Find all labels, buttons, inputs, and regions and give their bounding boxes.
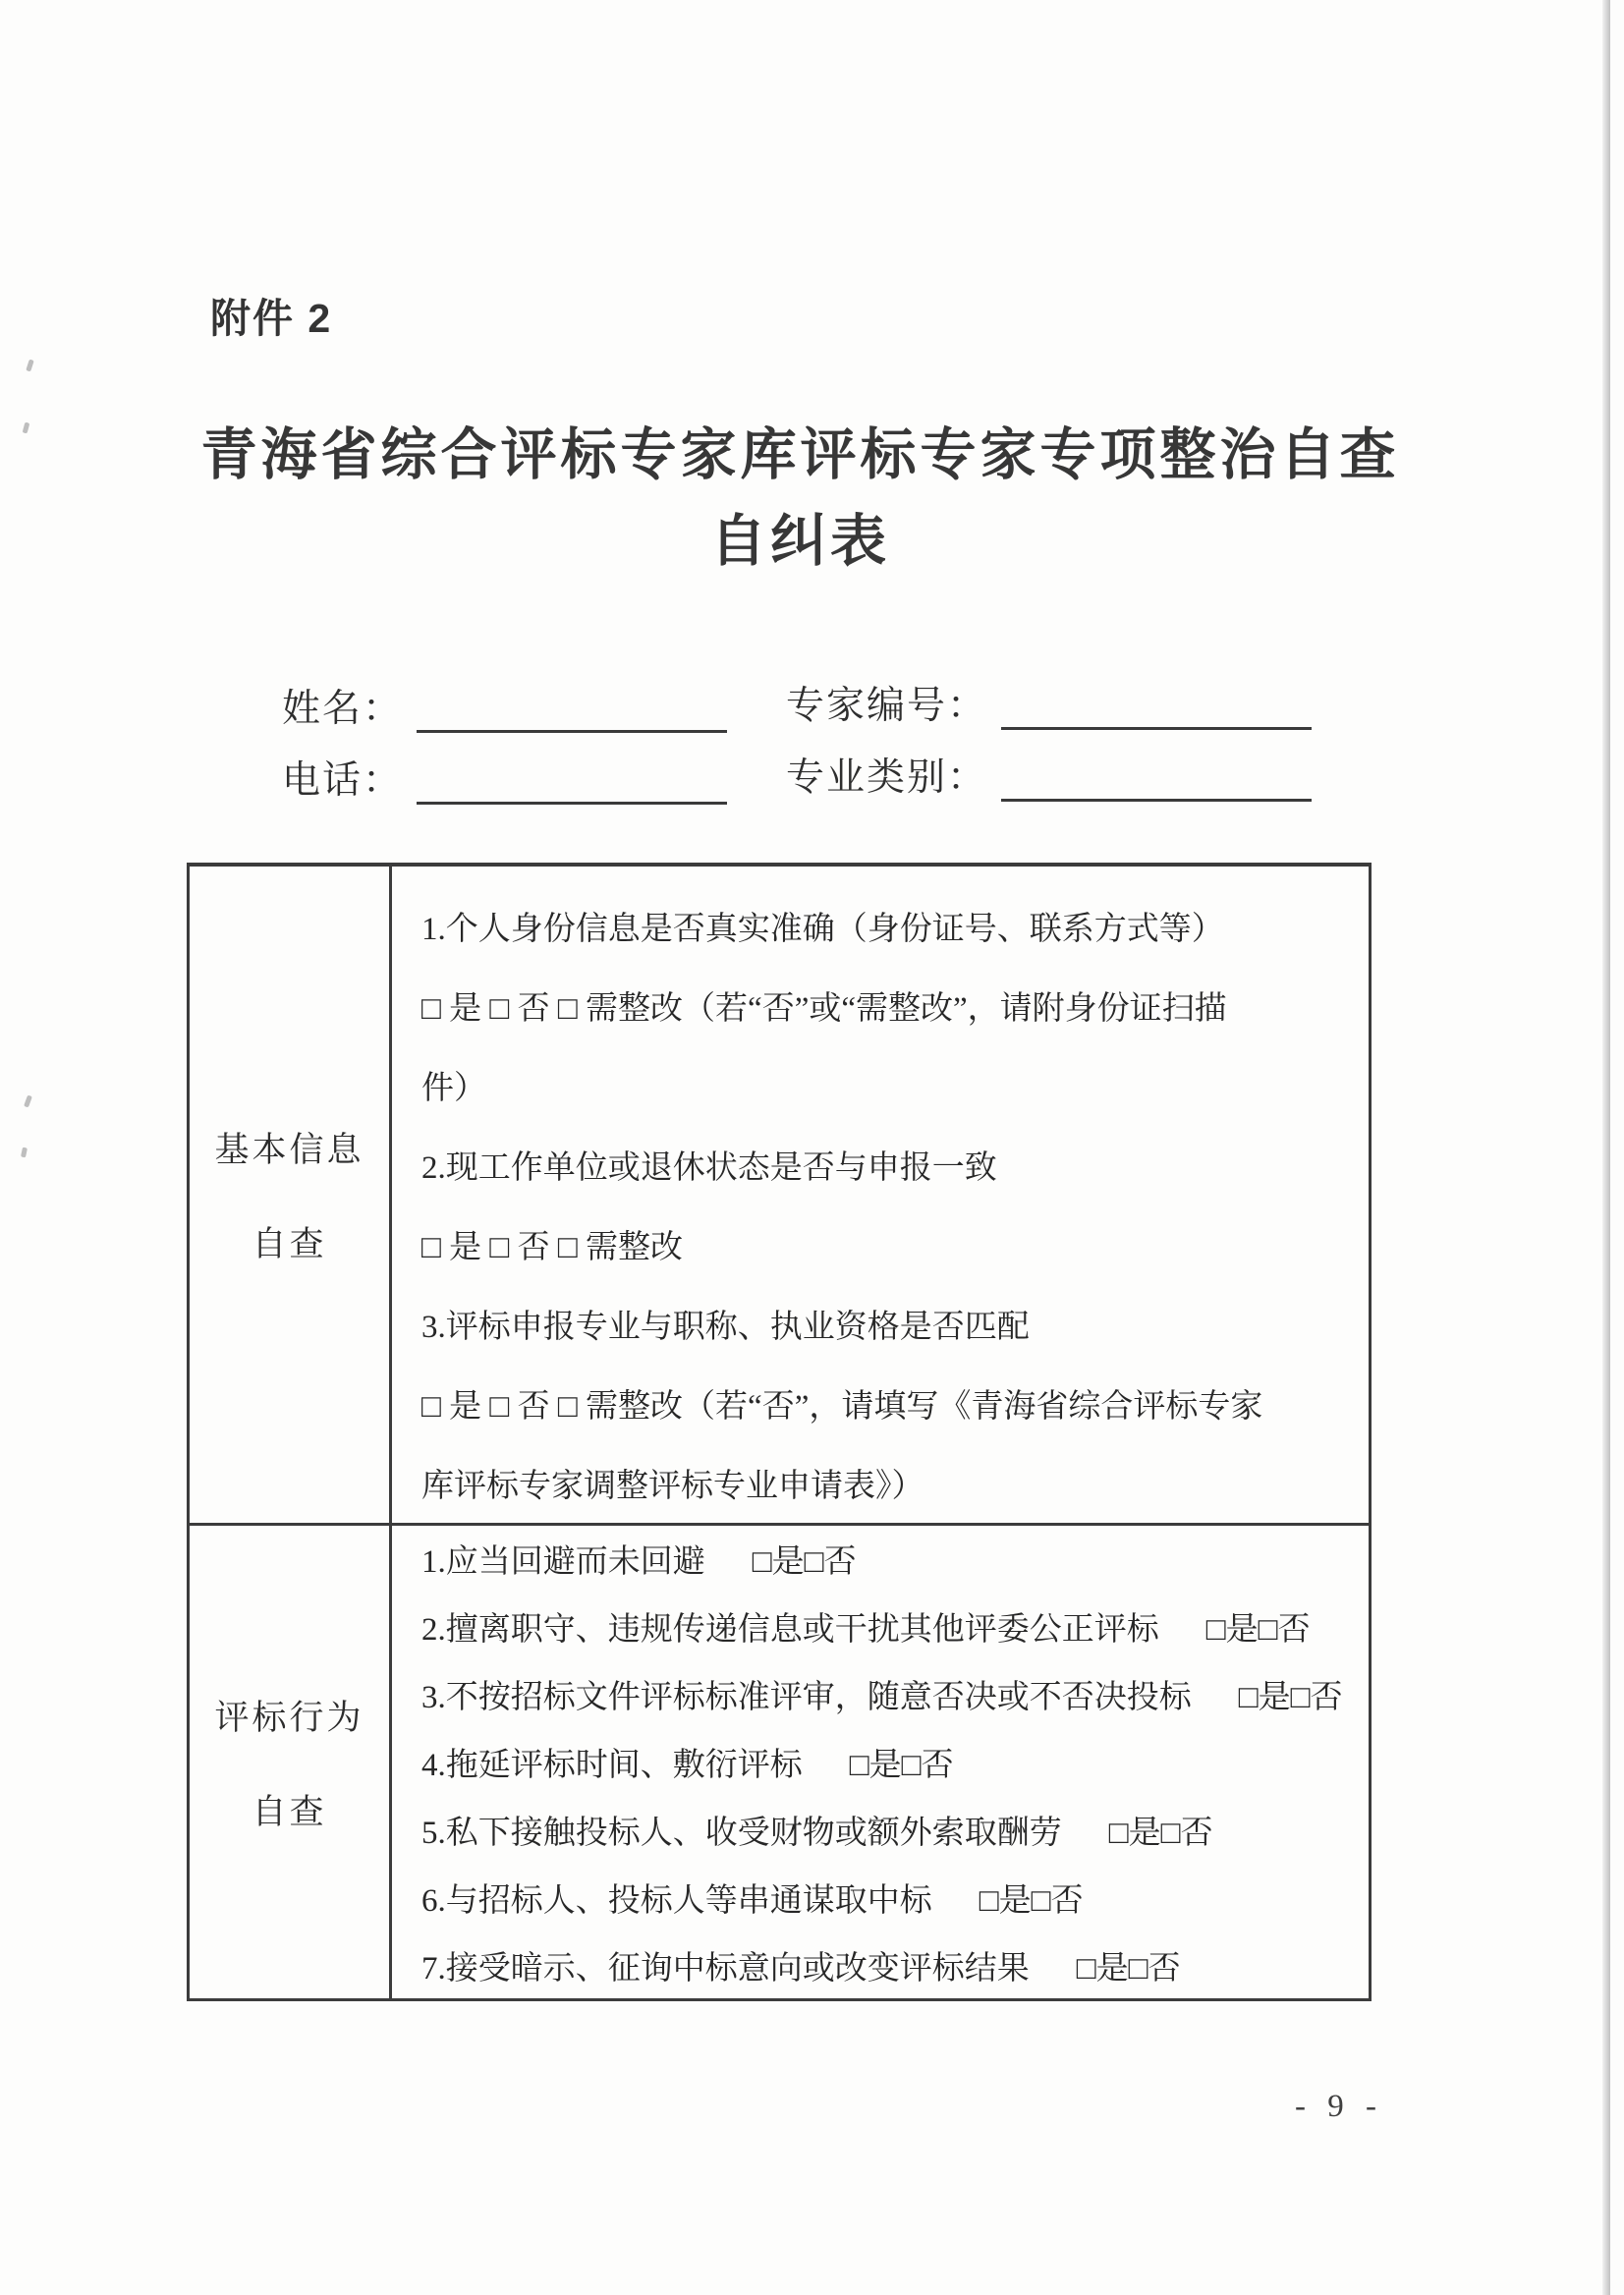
name-blank-line: [417, 688, 727, 733]
section-basic-info-label: [190, 867, 392, 1523]
section-label-line: 基本信息: [214, 1131, 364, 1169]
expert-id-blank-line: [1001, 685, 1312, 730]
yes-no-checkboxes: □是□否: [752, 1544, 857, 1580]
scan-edge-shadow: [1602, 0, 1610, 2295]
scan-speck: [21, 1148, 28, 1158]
category-label: 专业类别：: [786, 756, 988, 799]
yes-no-checkboxes: □是□否: [1108, 1816, 1213, 1851]
question-line: [421, 1868, 1343, 1935]
question-text: 6.与招标人、投标人等串通谋取中标: [421, 1883, 932, 1919]
page-number: - 9 -: [1295, 2089, 1383, 2124]
content-line: 2.现工作单位或退休状态是否与申报一致: [421, 1150, 997, 1186]
phone-label: 电话：: [282, 759, 404, 802]
question-text: 4.拖延评标时间、敷衍评标: [421, 1748, 803, 1783]
yes-no-checkboxes: □是□否: [1238, 1680, 1343, 1715]
section-label-line: 自查: [252, 1792, 327, 1831]
question-text: 1.应当回避而未回避: [421, 1544, 705, 1580]
section-basic-info-content: [392, 867, 1369, 1523]
yes-no-checkboxes: □是□否: [1205, 1612, 1311, 1648]
question-text: 5.私下接触投标人、收受财物或额外索取酬劳: [421, 1816, 1062, 1851]
name-label: 姓名：: [282, 688, 404, 730]
question-line: [421, 1800, 1343, 1868]
question-text: 7.接受暗示、征询中标意向或改变评标结果: [421, 1951, 1030, 1987]
question-line: [421, 1935, 1343, 1998]
content-line: 库评标专家调整评标专业申请表》）: [421, 1469, 924, 1504]
content-line: 件）: [421, 1071, 486, 1106]
title-line-2: 自纠表: [710, 511, 890, 573]
question-line: [421, 1596, 1343, 1664]
category-blank-line: [1001, 756, 1312, 802]
question-text: 3.不按招标文件评标标准评审，随意否决或不否决投标: [421, 1680, 1192, 1715]
yes-no-checkboxes: □是□否: [1076, 1951, 1181, 1987]
section-basic-info: [190, 867, 1369, 1523]
document-title: [0, 413, 1600, 586]
category-field: [786, 747, 1312, 802]
question-text: 2.擅离职守、违规传递信息或干扰其他评委公正评标: [421, 1612, 1159, 1648]
question-line: [421, 1529, 1343, 1596]
content-line: 3.评标申报专业与职称、执业资格是否匹配: [421, 1310, 1030, 1345]
title-line-1: 青海省综合评标专家库评标专家专项整治自查: [200, 424, 1400, 486]
yes-no-checkboxes: □是□否: [979, 1883, 1084, 1919]
scan-speck: [26, 360, 33, 372]
section-behavior-content: [392, 1526, 1369, 1998]
content-line-checkboxes: □ 是 □ 否 □ 需整改（若“否”，请填写《青海省综合评标专家: [421, 1389, 1263, 1425]
self-check-table: [187, 863, 1372, 2001]
name-field: [282, 678, 727, 733]
question-line: [421, 1664, 1343, 1732]
phone-field: [282, 750, 727, 805]
section-label-line: 自查: [252, 1225, 327, 1263]
content-line-checkboxes: □ 是 □ 否 □ 需整改: [421, 1230, 684, 1265]
phone-blank-line: [417, 759, 727, 805]
attachment-label: 附件 2: [210, 296, 333, 341]
yes-no-checkboxes: □是□否: [849, 1748, 954, 1783]
section-label-line: 评标行为: [214, 1698, 364, 1737]
content-line: 1.个人身份信息是否真实准确（身份证号、联系方式等）: [421, 912, 1224, 947]
scan-speck: [24, 1095, 32, 1108]
question-line: [421, 1732, 1343, 1800]
expert-id-label: 专家编号：: [786, 685, 988, 727]
section-behavior: [190, 1523, 1369, 1998]
section-behavior-label: [190, 1526, 392, 1998]
expert-id-field: [786, 675, 1312, 730]
content-line-checkboxes: □ 是 □ 否 □ 需整改（若“否”或“需整改”，请附身份证扫描: [421, 991, 1227, 1027]
